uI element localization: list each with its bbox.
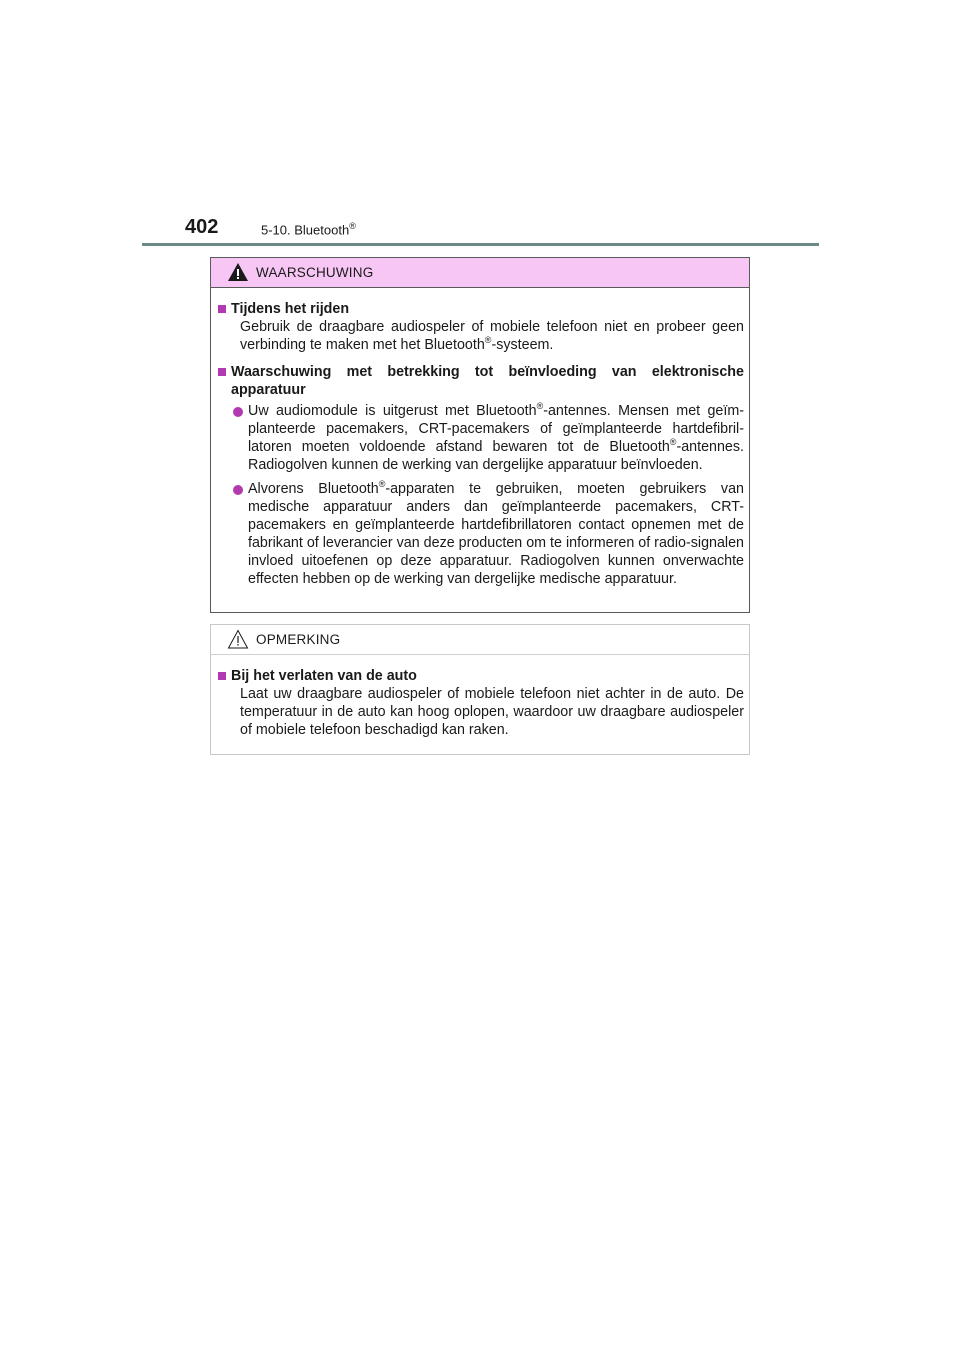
item-heading: Tijdens het rijden (218, 300, 744, 318)
bullet-item (218, 402, 744, 474)
registered-mark: ® (378, 479, 386, 490)
warning-body (211, 288, 749, 588)
bullet-item (218, 480, 744, 588)
page-number: 402 (185, 216, 219, 238)
text-part: -systeem. (491, 337, 554, 353)
text-part: Gebruik de draagbare audiospeler of mobiele telefoon niet en probeer geen verbinding te maken met het Bluetooth (240, 319, 744, 353)
text-part: Uw audiomodule is uitgerust met Bluetooth (248, 403, 537, 419)
text-part: Alvorens Bluetooth (248, 481, 379, 497)
caution-outline-icon (227, 629, 249, 649)
warning-item (218, 363, 744, 588)
section-name: 5-10. Bluetooth (261, 222, 350, 238)
item-heading: Bij het verlaten van de auto (218, 667, 744, 685)
warning-filled-icon (227, 262, 249, 282)
note-box (210, 624, 750, 755)
item-heading: Waarschuwing met betrekking tot beïnvloeding van elektronische apparatuur (218, 363, 744, 399)
note-header (211, 625, 749, 655)
text-part: -apparaten te gebruiken, moeten gebruikers van medische apparatuur anders dan geïmplanteerde pacemakers, CRT-pacemakers en geïmplanteerde hartdefibrillatoren contact opnemen met de fabrikant of leverancier van deze producten om te informeren of radio-signalen invloed uitoefenen op deze apparatuur. Radiogolven kunnen onverwachte effecten hebben op de werking van dergelijke medische apparatuur. (248, 481, 744, 587)
note-body (211, 655, 749, 739)
page-header (185, 216, 825, 246)
section-title (261, 221, 356, 237)
text-part: -antennes. Radiogolven kunnen de werking van dergelijke apparatuur beïnvloeden. (248, 439, 744, 473)
header-divider (142, 243, 819, 246)
registered-mark: ® (536, 401, 544, 412)
registered-mark: ® (484, 335, 492, 346)
text-part: -antennes. Mensen met geïm-planteerde pacemakers, CRT-pacemakers of geïmplanteerde hartdefibril-latoren moeten voldoende afstand bewaren tot de Bluetooth (248, 403, 745, 455)
warning-item (218, 300, 744, 354)
note-item (218, 667, 744, 739)
warning-label: WAARSCHUWING (256, 265, 374, 280)
bullet-text (248, 480, 744, 588)
item-text (218, 318, 744, 354)
item-text: Laat uw draagbare audiospeler of mobiele telefoon niet achter in de auto. De temperatuur in de auto kan hoog oplopen, waardoor uw draagbare audiospeler of mobiele telefoon beschadigd kan raken. (240, 686, 744, 738)
warning-header (211, 258, 749, 288)
registered-mark: ® (349, 221, 356, 231)
warning-box (210, 257, 750, 613)
registered-mark: ® (669, 437, 677, 448)
note-label: OPMERKING (256, 632, 341, 647)
bullet-text (248, 402, 744, 474)
